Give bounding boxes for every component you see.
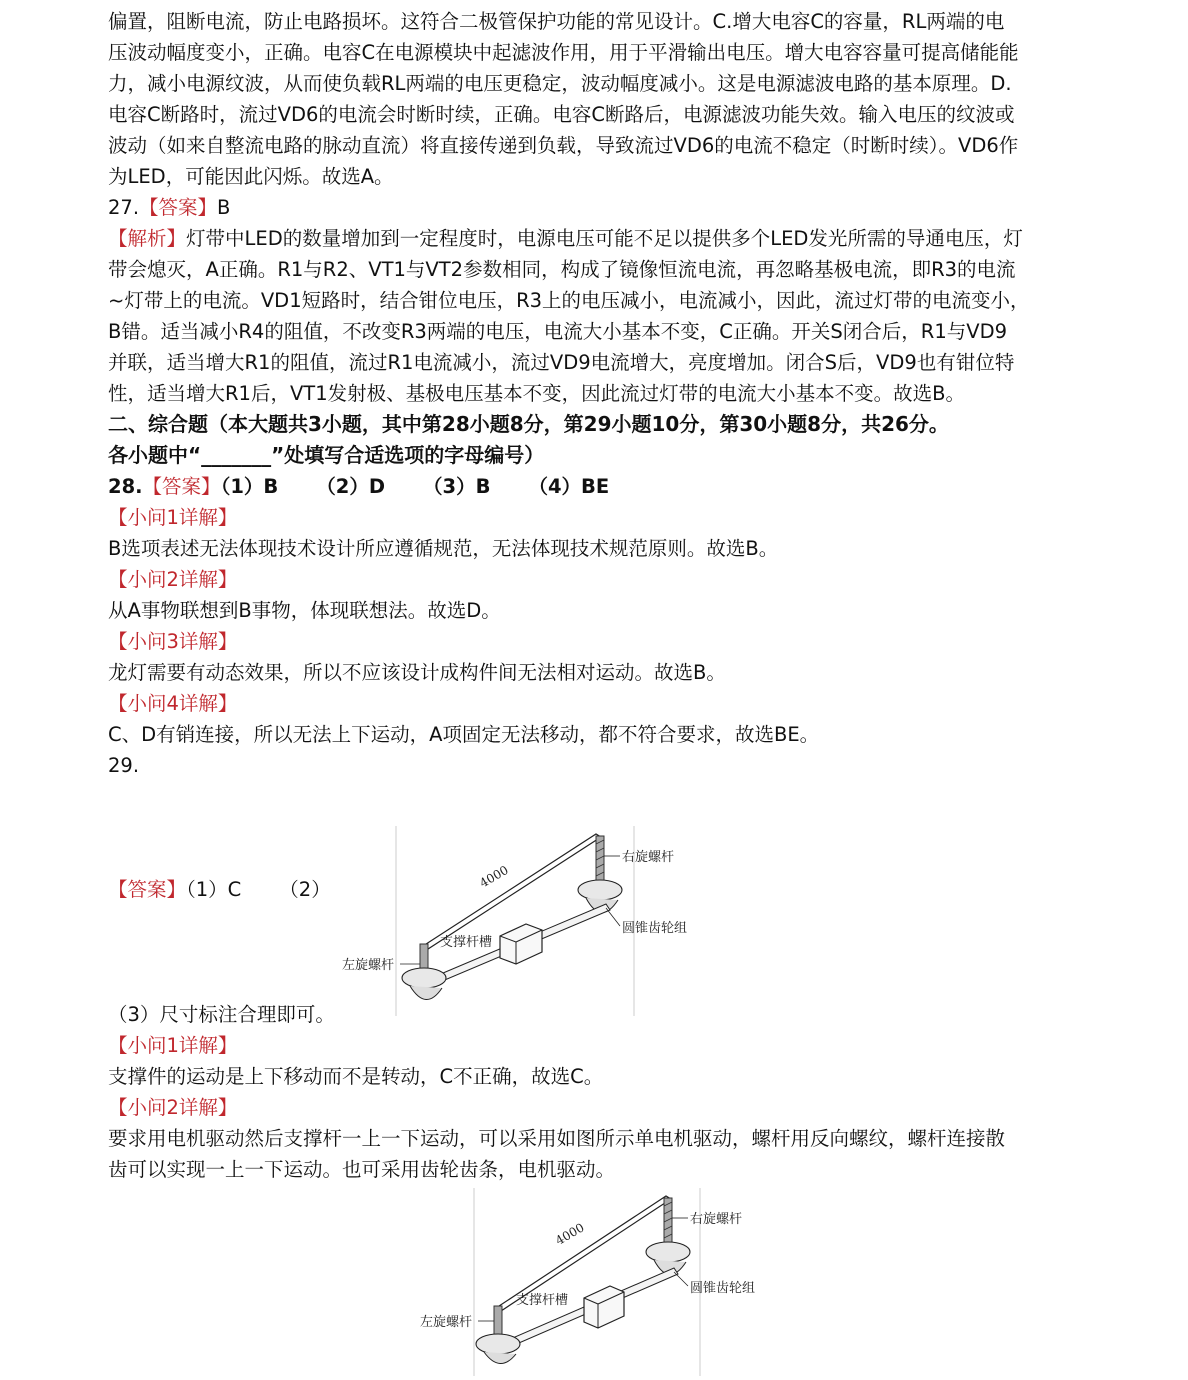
answer-value: B [217,196,231,219]
detail-text: B选项表述无法体现技术设计所应遵循规范，无法体现技术规范原则。故选B。 [108,537,779,560]
answer-part: （3）B [423,475,491,498]
question-number: 28. [108,475,143,498]
detail-text: 支撑件的运动是上下移动而不是转动，C不正确，故选C。 [108,1065,604,1088]
text-line: 为LED，可能因此闪烁。故选A。 [108,165,394,188]
answer-part: （1）C [186,878,242,901]
label-left-screw: 左旋螺杆 [342,958,395,973]
text-line: 波动（如来自整流电路的脉动直流）将直接传递到负载，导致流过VD6的电流不稳定（时断时续）。VD6作 [108,134,1019,157]
answer-part: （4）BE [528,475,610,498]
text-line: 力，减小电源纹波，从而使负载RL两端的电压更稳定，波动幅度减小。这是电源滤波电路的基本原理。D. [108,72,1012,95]
detail-text: 从A事物联想到B事物，体现联想法。故选D。 [108,599,501,622]
text-line: 性，适当增大R1后，VT1发射极、基极电压基本不变，因此流过灯带的电流大小基本不变。故选B。 [108,382,965,405]
detail-text: 龙灯需要有动态效果，所以不应该设计成构件间无法相对运动。故选B。 [108,661,726,684]
label-right-screw: 右旋螺杆 [690,1212,743,1227]
answer-part: （3）尺寸标注合理即可。 [108,1003,335,1026]
answer-part: （2） [279,878,331,901]
q28-answer-line [108,471,1098,502]
detail-tag: 【小问1详解】 [108,506,238,529]
text-line: 带会熄灭，A正确。R1与R2、VT1与VT2参数相同，构成了镜像恒流电流，再忽略基极电流，即R3的电流 [108,258,1016,281]
label-right-screw: 右旋螺杆 [622,850,675,865]
q27-block [108,192,1098,409]
section-heading-line: 二、综合题（本大题共3小题，其中第28小题8分，第29小题10分，第30小题8分，共26分。 [108,412,949,436]
q27-analysis-line [108,223,1098,254]
q29-answer-line [108,874,331,905]
section-heading [108,409,1098,471]
detail-tag: 【小问1详解】 [108,1034,238,1057]
answer-tag: 【答案】 [108,878,187,901]
document-page [108,6,1098,781]
mechanism-diagram-1 [342,826,688,1016]
label-bevel-gear: 圆锥齿轮组 [690,1281,756,1296]
answer-tag: 【答案】 [139,196,218,219]
dimension-label: 4000 [553,1220,587,1248]
detail-tag: 【小问2详解】 [108,568,238,591]
detail-tag: 【小问3详解】 [108,630,238,653]
label-support-slot: 支撑杆槽 [440,935,493,950]
detail-text: C、D有销连接，所以无法上下运动，A项固定无法移动，都不符合要求，故选BE。 [108,723,820,746]
motor-box [584,1286,624,1328]
text-line: 要求用电机驱动然后支撑杆一上一下运动，可以采用如图所示单电机驱动，螺杆用反向螺纹，螺杆连接散 [108,1127,1006,1150]
answer-tag: 【答案】 [142,475,221,498]
text-line: B错。适当减小R4的阻值，不改变R3两端的电压，电流大小基本不变，C正确。开关S闭合后，R1与VD9 [108,320,1008,343]
analysis-text: 灯带中LED的数量增加到一定程度时，电源电压可能不足以提供多个LED发光所需的导通电压，灯 [186,227,1023,250]
text-line: 偏置，阻断电流，防止电路损坏。这符合二极管保护功能的常见设计。C.增大电容C的容量，RL两端的电 [108,10,1005,33]
q29-number: 29. [108,754,140,777]
text-line: 压波动幅度变小，正确。电容C在电源模块中起滤波作用，用于平滑输出电压。增大电容容量可提高储能能 [108,41,1019,64]
answer-part: （1）B [220,475,279,498]
text-line: ~灯带上的电流。VD1短路时，结合钳位电压，R3上的电压减小，电流减小，因此，流过灯带的电流变小， [108,289,1030,312]
q26-continuation [108,6,1098,192]
motor-box [500,924,542,964]
text-line: 并联，适当增大R1的阻值，流过R1电流减小，流过VD9电流增大，亮度增加。闭合S后，VD9也有钳位特 [108,351,1015,374]
analysis-tag: 【解析】 [108,227,187,250]
label-left-screw: 左旋螺杆 [420,1315,473,1330]
text-line: 电容C断路时，流过VD6的电流会时断时续，正确。电容C断路后，电源滤波功能失效。输入电压的纹波或 [108,103,1015,126]
label-bevel-gear: 圆锥齿轮组 [622,921,688,936]
q28-block [108,471,1098,750]
text-line: 齿可以实现一上一下运动。也可采用齿轮齿条，电机驱动。 [108,1158,616,1181]
detail-tag: 【小问4详解】 [108,692,238,715]
q29-block [108,999,1098,1185]
q27-answer-line [108,192,1098,223]
dimension-label: 4000 [477,862,511,891]
answer-part: （2）D [316,475,386,498]
section-heading-line: 各小题中“_______”处填写合适选项的字母编号） [108,443,545,467]
question-number: 27. [108,196,140,219]
mechanism-diagram-2 [420,1188,756,1376]
label-support-slot: 支撑杆槽 [516,1293,569,1308]
detail-tag: 【小问2详解】 [108,1096,238,1119]
